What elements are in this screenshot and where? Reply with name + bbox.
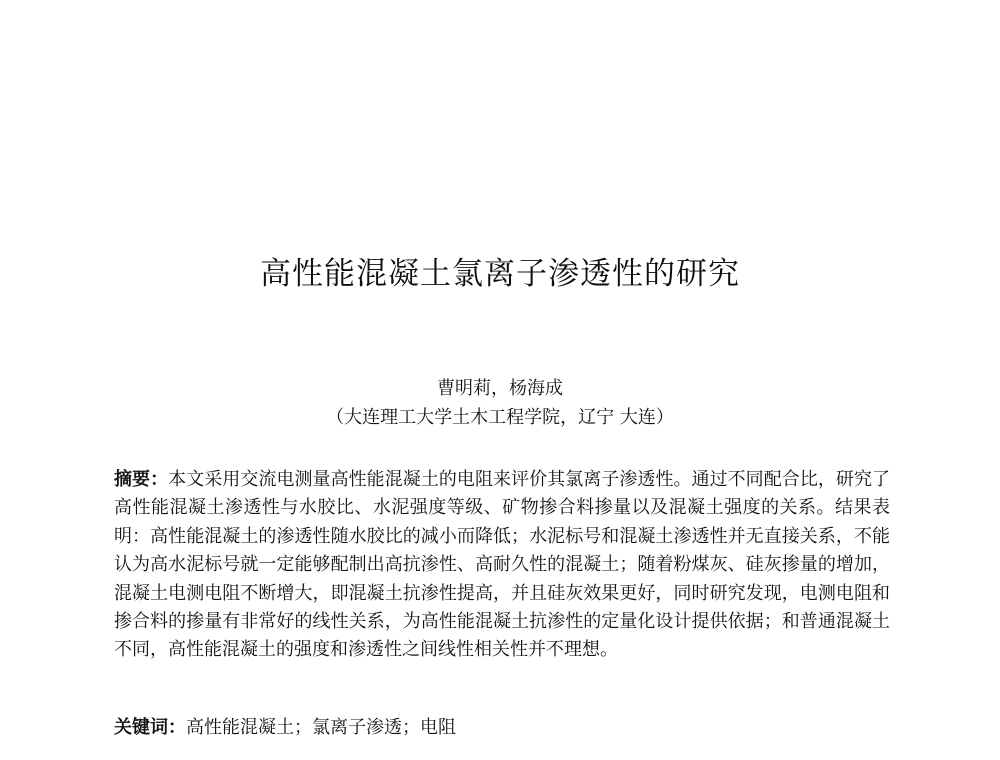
paper-affiliation: （大连理工大学土木工程学院，辽宁 大连） [326, 407, 674, 428]
keywords-label: 关键词： [114, 717, 186, 738]
abstract-label: 摘要： [114, 469, 169, 490]
paper-authors: 曹明莉，杨海成 [437, 378, 563, 399]
abstract-paragraph [114, 466, 890, 665]
abstract-text: 本文采用交流电测量高性能混凝土的电阻来评价其氯离子渗透性。通过不同配合比，研究了高性能混凝土渗透性与水胶比、水泥强度等级、矿物掺合料掺量以及混凝土强度的关系。结果表明：高性能混凝土的渗透性随水胶比的减小而降低；水泥标号和混凝土渗透性并无直接关系，不能认为高水泥标号就一定能够配制出高抗渗性、高耐久性的混凝土；随着粉煤灰、硅灰掺量的增加，混凝土电测电阻不断增大，即混凝土抗渗性提高，并且硅灰效果更好，同时研究发现，电测电阻和掺合料的掺量有非常好的线性关系，为高性能混凝土抗渗性的定量化设计提供依据；和普通混凝土不同，高性能混凝土的强度和渗透性之间线性相关性并不理想。 [114, 469, 891, 661]
keywords-text: 高性能混凝土；氯离子渗透；电阻 [186, 717, 456, 738]
keywords-line [114, 714, 890, 742]
paper-title: 高性能混凝土氯离子渗透性的研究 [260, 256, 740, 292]
